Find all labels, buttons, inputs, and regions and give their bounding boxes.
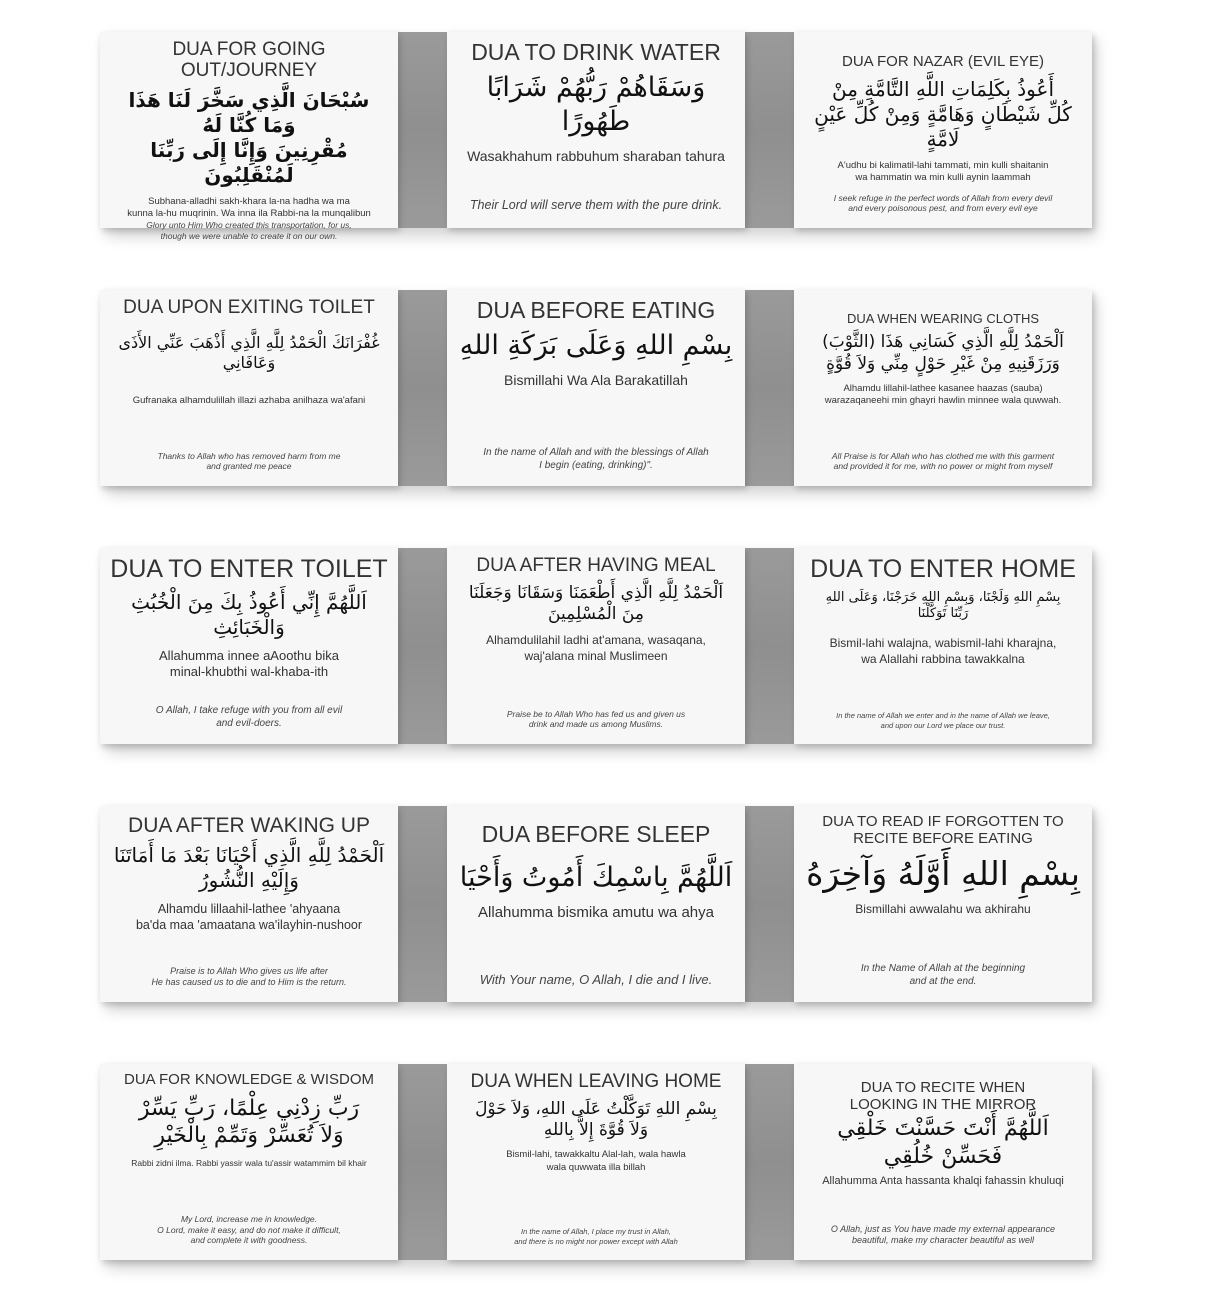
dua-translation: My Lord, increase me in knowledge. O Lord, make it easy, and do not make it difficult, and complete it with goodness.	[157, 1214, 341, 1246]
dua-card	[447, 1064, 745, 1260]
dua-title: DUA BEFORE EATING	[476, 297, 716, 323]
dua-card	[447, 32, 745, 228]
dua-translation: O Allah, just as You have made my external appearance beautiful, make my character beautiful as well	[830, 1223, 1056, 1245]
dua-arabic: وَسَقَاهُمْ رَبُّهُمْ شَرَابًا طَهُورًا	[486, 72, 706, 138]
dua-arabic: رَبِّ زِدْنِي عِلْمًا، رَبِّ يَسِّرْ وَلاَ تُعَسِّرْ وَتَمِّمْ بِالْخَيْرِ	[138, 1095, 360, 1148]
dua-title: DUA TO DRINK WATER	[471, 39, 721, 65]
dua-transliteration: Gufranaka alhamdulillah illazi azhaba anilhaza wa'afani	[132, 394, 366, 406]
dua-row-4	[100, 806, 1100, 1006]
dua-translation: Praise is to Allah Who gives us life after He has caused us to die and to Him is the return.	[151, 965, 347, 987]
dua-transliteration: Allahumma innee aAoothu bika minal-khubthi wal-khaba-ith	[159, 647, 339, 680]
dua-title: DUA WHEN WEARING CLOTHS	[846, 311, 1040, 326]
dua-transliteration: Bismillahi Wa Ala Barakatillah	[504, 372, 688, 389]
dua-card	[100, 1064, 398, 1260]
dua-translation: With Your name, O Allah, I die and I live.	[479, 971, 713, 987]
dua-title: DUA FOR NAZAR (EVIL EYE)	[842, 53, 1044, 70]
dua-card	[447, 290, 745, 486]
dua-translation: I seek refuge in the perfect words of Allah from every devil and every poisonous pest, and from every evil eye	[833, 192, 1053, 214]
dua-arabic: سُبْحَانَ الَّذِي سَخَّرَ لَنَا هَذَا وَمَا كُنَّا لَهُ مُقْرِنِينَ وَإِنَّا إِلَى رَبِّنَا لَمُنْقَلِبُونَ	[128, 87, 370, 187]
dua-arabic: اَلْحَمْدُ لِلَّهِ الَّذِي أَحْيَانَا بَعْدَ مَا أَمَاتَنَا وَإِلَيْهِ النُّشُورُ	[113, 843, 385, 893]
dua-translation: Praise be to Allah Who has fed us and given us drink and made us among Muslims.	[506, 708, 686, 730]
dua-arabic: اَلْحَمْدُ لِلَّهِ الَّذِي كَسَانِي هَذَا (الثَّوْبَ) وَرَزَقَنِيهِ مِنْ غَيْرِ حَوْلٍ مِنِّي وَلاَ قُوَّةٍ	[822, 332, 1064, 374]
dua-arabic: اَلْحَمْدُ لِلَّهِ الَّذِي أَطْعَمَنَا وَسَقَانَا وَجَعَلَنَا مِنَ الْمُسْلِمِينَ	[468, 582, 724, 625]
dua-title: DUA TO ENTER TOILET	[110, 555, 388, 583]
dua-arabic: بِسْمِ اللهِ أَوَّلَهُ وَآخِرَهُ	[806, 854, 1080, 893]
dua-translation: Glory unto Him Who created this transportation, for us, though we were unable to create it on our own.	[146, 220, 352, 242]
dua-card	[794, 1064, 1092, 1260]
dua-title: DUA TO READ IF FORGOTTEN TO RECITE BEFORE EATING	[822, 813, 1064, 847]
dua-transliteration: Wasakhahum rabbuhum sharaban tahura	[467, 147, 725, 164]
dua-transliteration: Bismil-lahi walajna, wabismil-lahi kharajna, wa Alallahi rabbina tawakkalna	[829, 636, 1057, 666]
dua-arabic: بِسْمِ اللهِ وَلَجْنَا، وَبِسْمِ اللهِ خَرَجْنَا، وَعَلَى اللهِ رَبِّنَا تَوَكَّلْنَا	[825, 589, 1061, 621]
dua-title: DUA AFTER WAKING UP	[128, 814, 370, 837]
dua-arabic: اَللَّهُمَّ بِاسْمِكَ أَمُوتُ وَأَحْيَا	[459, 862, 733, 894]
dua-translation: In the Name of Allah at the beginning and at the end.	[860, 963, 1026, 987]
dua-transliteration: Allahumma Anta hassanta khalqi fahassin khuluqi	[822, 1175, 1064, 1187]
dua-card	[100, 548, 398, 744]
dua-card	[100, 806, 398, 1002]
dua-card	[794, 806, 1092, 1002]
dua-row-2	[100, 290, 1100, 490]
dua-title: DUA UPON EXITING TOILET	[123, 297, 375, 318]
dua-transliteration: Rabbi zidni ilma. Rabbi yassir wala tu'assir watammim bil khair	[131, 1157, 367, 1168]
dua-card	[447, 806, 745, 1002]
dua-card	[794, 32, 1092, 228]
dua-card	[794, 548, 1092, 744]
dua-title: DUA TO ENTER HOME	[810, 555, 1076, 583]
dua-transliteration: Alhamdu lillaahil-lathee 'ahyaana ba'da maa 'amaatana wa'ilayhin-nushoor	[135, 902, 363, 933]
dua-translation: All Praise is for Allah who has clothed me with this garment and provided it for me, with no power or might from myself	[831, 450, 1055, 472]
dua-transliteration: Bismillahi awwalahu wa akhirahu	[855, 902, 1031, 917]
dua-row-5	[100, 1064, 1100, 1264]
dua-transliteration: Bismil-lahi, tawakkaltu Alal-lah, wala hawla wala quwwata illa billah	[506, 1149, 686, 1173]
dua-card	[100, 290, 398, 486]
dua-arabic: بِسْمِ اللهِ تَوَكَّلْتُ عَلَى اللهِ، وَلاَ حَوْلَ وَلاَ قُوَّةَ إِلاَّ بِاللهِ	[475, 1098, 717, 1141]
dua-card	[447, 548, 745, 744]
dua-translation: In the name of Allah and with the blessings of Allah I begin (eating, drinking)".	[483, 447, 709, 471]
dua-arabic: غُفْرَانَكَ الْحَمْدُ لِلَّهِ الَّذِي أَذْهَبَ عَنِّي الأَذَى وَعَافَانِي	[118, 332, 380, 372]
dua-translation: O Allah, I take refuge with you from all evil and evil-doers.	[155, 705, 343, 729]
dua-transliteration: Allahumma bismika amutu wa ahya	[478, 904, 714, 922]
dua-arabic: اَللَّهُمَّ أَنْتَ حَسَّنْتَ خَلْقِي فَحَسِّنْ خُلُقِي	[837, 1116, 1049, 1169]
dua-transliteration: A'udhu bi kalimatil-lahi tammati, min kulli shaitanin wa hammatin wa min kulli aynin laammah	[837, 159, 1049, 183]
dua-transliteration: Alhamdulilahil ladhi at'amana, wasaqana, waj'alana minal Muslimeen	[486, 633, 706, 663]
dua-card	[794, 290, 1092, 486]
dua-transliteration: Alhamdu lillahil-lathee kasanee haazas (sauba) warazaqaneehi min ghayri hawlin minnee wala quwwah.	[824, 382, 1062, 407]
dua-arabic: أَعُوذُ بِكَلِمَاتِ اللَّهِ التَّامَّةِ مِنْ كُلِّ شَيْطَانٍ وَهَامَّةٍ وَمِنْ كُلِّ عَيْنٍ لَامَّةٍ	[814, 76, 1072, 151]
dua-translation: Thanks to Allah who has removed harm from me and granted me peace	[157, 450, 341, 472]
dua-title: DUA FOR GOING OUT/JOURNEY	[172, 39, 326, 81]
dua-translation: Their Lord will serve them with the pure drink.	[469, 198, 723, 213]
dua-card	[100, 32, 398, 242]
dua-arabic: بِسْمِ اللهِ وَعَلَى بَرَكَةِ اللهِ	[459, 330, 733, 362]
dua-translation: In the name of Allah we enter and in the name of Allah we leave, and upon our Lord we place our trust.	[836, 711, 1050, 730]
dua-title: DUA TO RECITE WHEN LOOKING IN THE MIRROR	[849, 1079, 1037, 1113]
dua-arabic: اَللَّهُمَّ إِنِّي أَعُوذُ بِكَ مِنَ الْخُبُثِ وَالْخَبَائِثِ	[131, 589, 367, 639]
dua-translation: In the name of Allah, I place my trust in Allah, and there is no might nor power except with Allah	[514, 1227, 678, 1246]
dua-title: DUA BEFORE SLEEP	[481, 821, 711, 847]
dua-row-3	[100, 548, 1100, 748]
dua-title: DUA WHEN LEAVING HOME	[470, 1071, 722, 1092]
dua-row-1	[100, 32, 1100, 242]
dua-title: DUA FOR KNOWLEDGE & WISDOM	[123, 1071, 375, 1088]
dua-transliteration: Subhana-alladhi sakh-khara la-na hadha wa ma kunna la-hu muqrinin. Wa inna ila Rabbi-na la munqalibun	[127, 195, 371, 220]
dua-title: DUA AFTER HAVING MEAL	[476, 555, 716, 576]
